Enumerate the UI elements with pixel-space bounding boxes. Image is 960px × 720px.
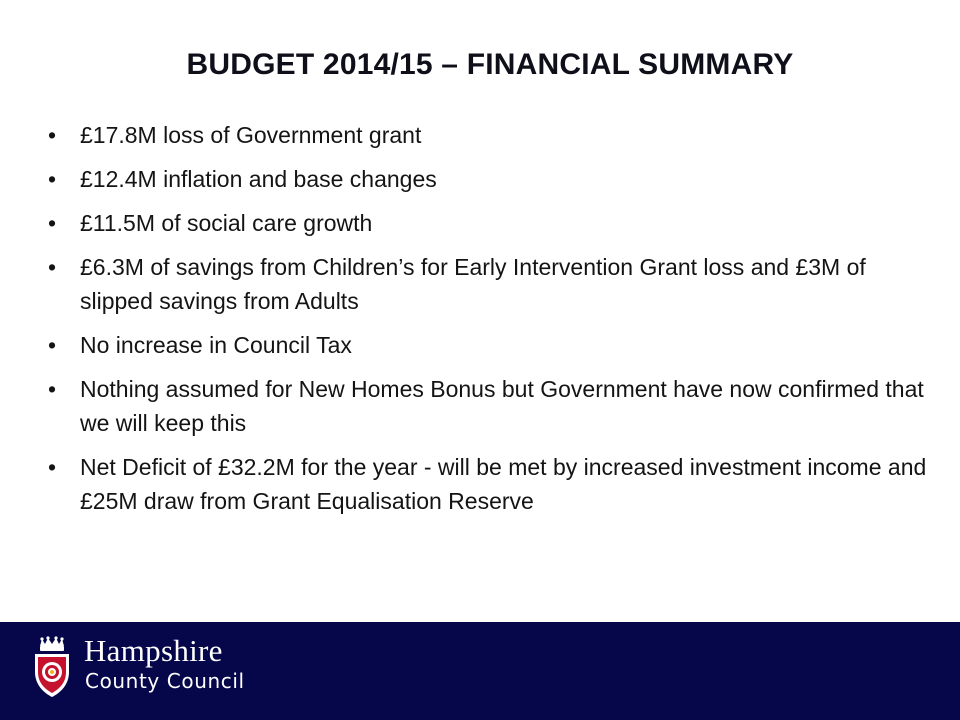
bullet-item [48, 372, 928, 440]
bullet-text: Net Deficit of £32.2M for the year - will be met by increased investment income and £25M draw from Grant Equalisation Reserve [80, 454, 927, 514]
bullet-marker: • [48, 210, 57, 236]
org-name: Hampshire [84, 633, 223, 668]
bullet-text: Nothing assumed for New Homes Bonus but Government have now confirmed that we will keep this [80, 376, 924, 436]
bullet-marker: • [48, 254, 57, 280]
bullet-item [48, 206, 928, 240]
bullet-item [48, 118, 928, 152]
bullet-text: £12.4M inflation and base changes [80, 166, 437, 192]
bullet-marker: • [48, 454, 57, 480]
bullet-item [48, 250, 928, 318]
bullet-marker: • [48, 332, 57, 358]
bullet-text: £6.3M of savings from Children’s for Early Intervention Grant loss and £3M of slipped savings from Adults [80, 254, 866, 314]
bullet-marker: • [48, 376, 57, 402]
bullet-item [48, 162, 928, 196]
slide-title: BUDGET 2014/15 – FINANCIAL SUMMARY [186, 48, 794, 81]
bullet-text: No increase in Council Tax [80, 332, 352, 358]
bullet-text: £11.5M of social care growth [80, 210, 373, 236]
bullet-text: £17.8M loss of Government grant [80, 122, 422, 148]
org-subtitle: County Council [85, 669, 245, 693]
bullet-item [48, 328, 928, 362]
bullet-list [48, 118, 928, 528]
hampshire-crest-icon [30, 636, 74, 700]
bullet-item [48, 450, 928, 518]
bullet-marker: • [48, 166, 57, 192]
bullet-marker: • [48, 122, 57, 148]
